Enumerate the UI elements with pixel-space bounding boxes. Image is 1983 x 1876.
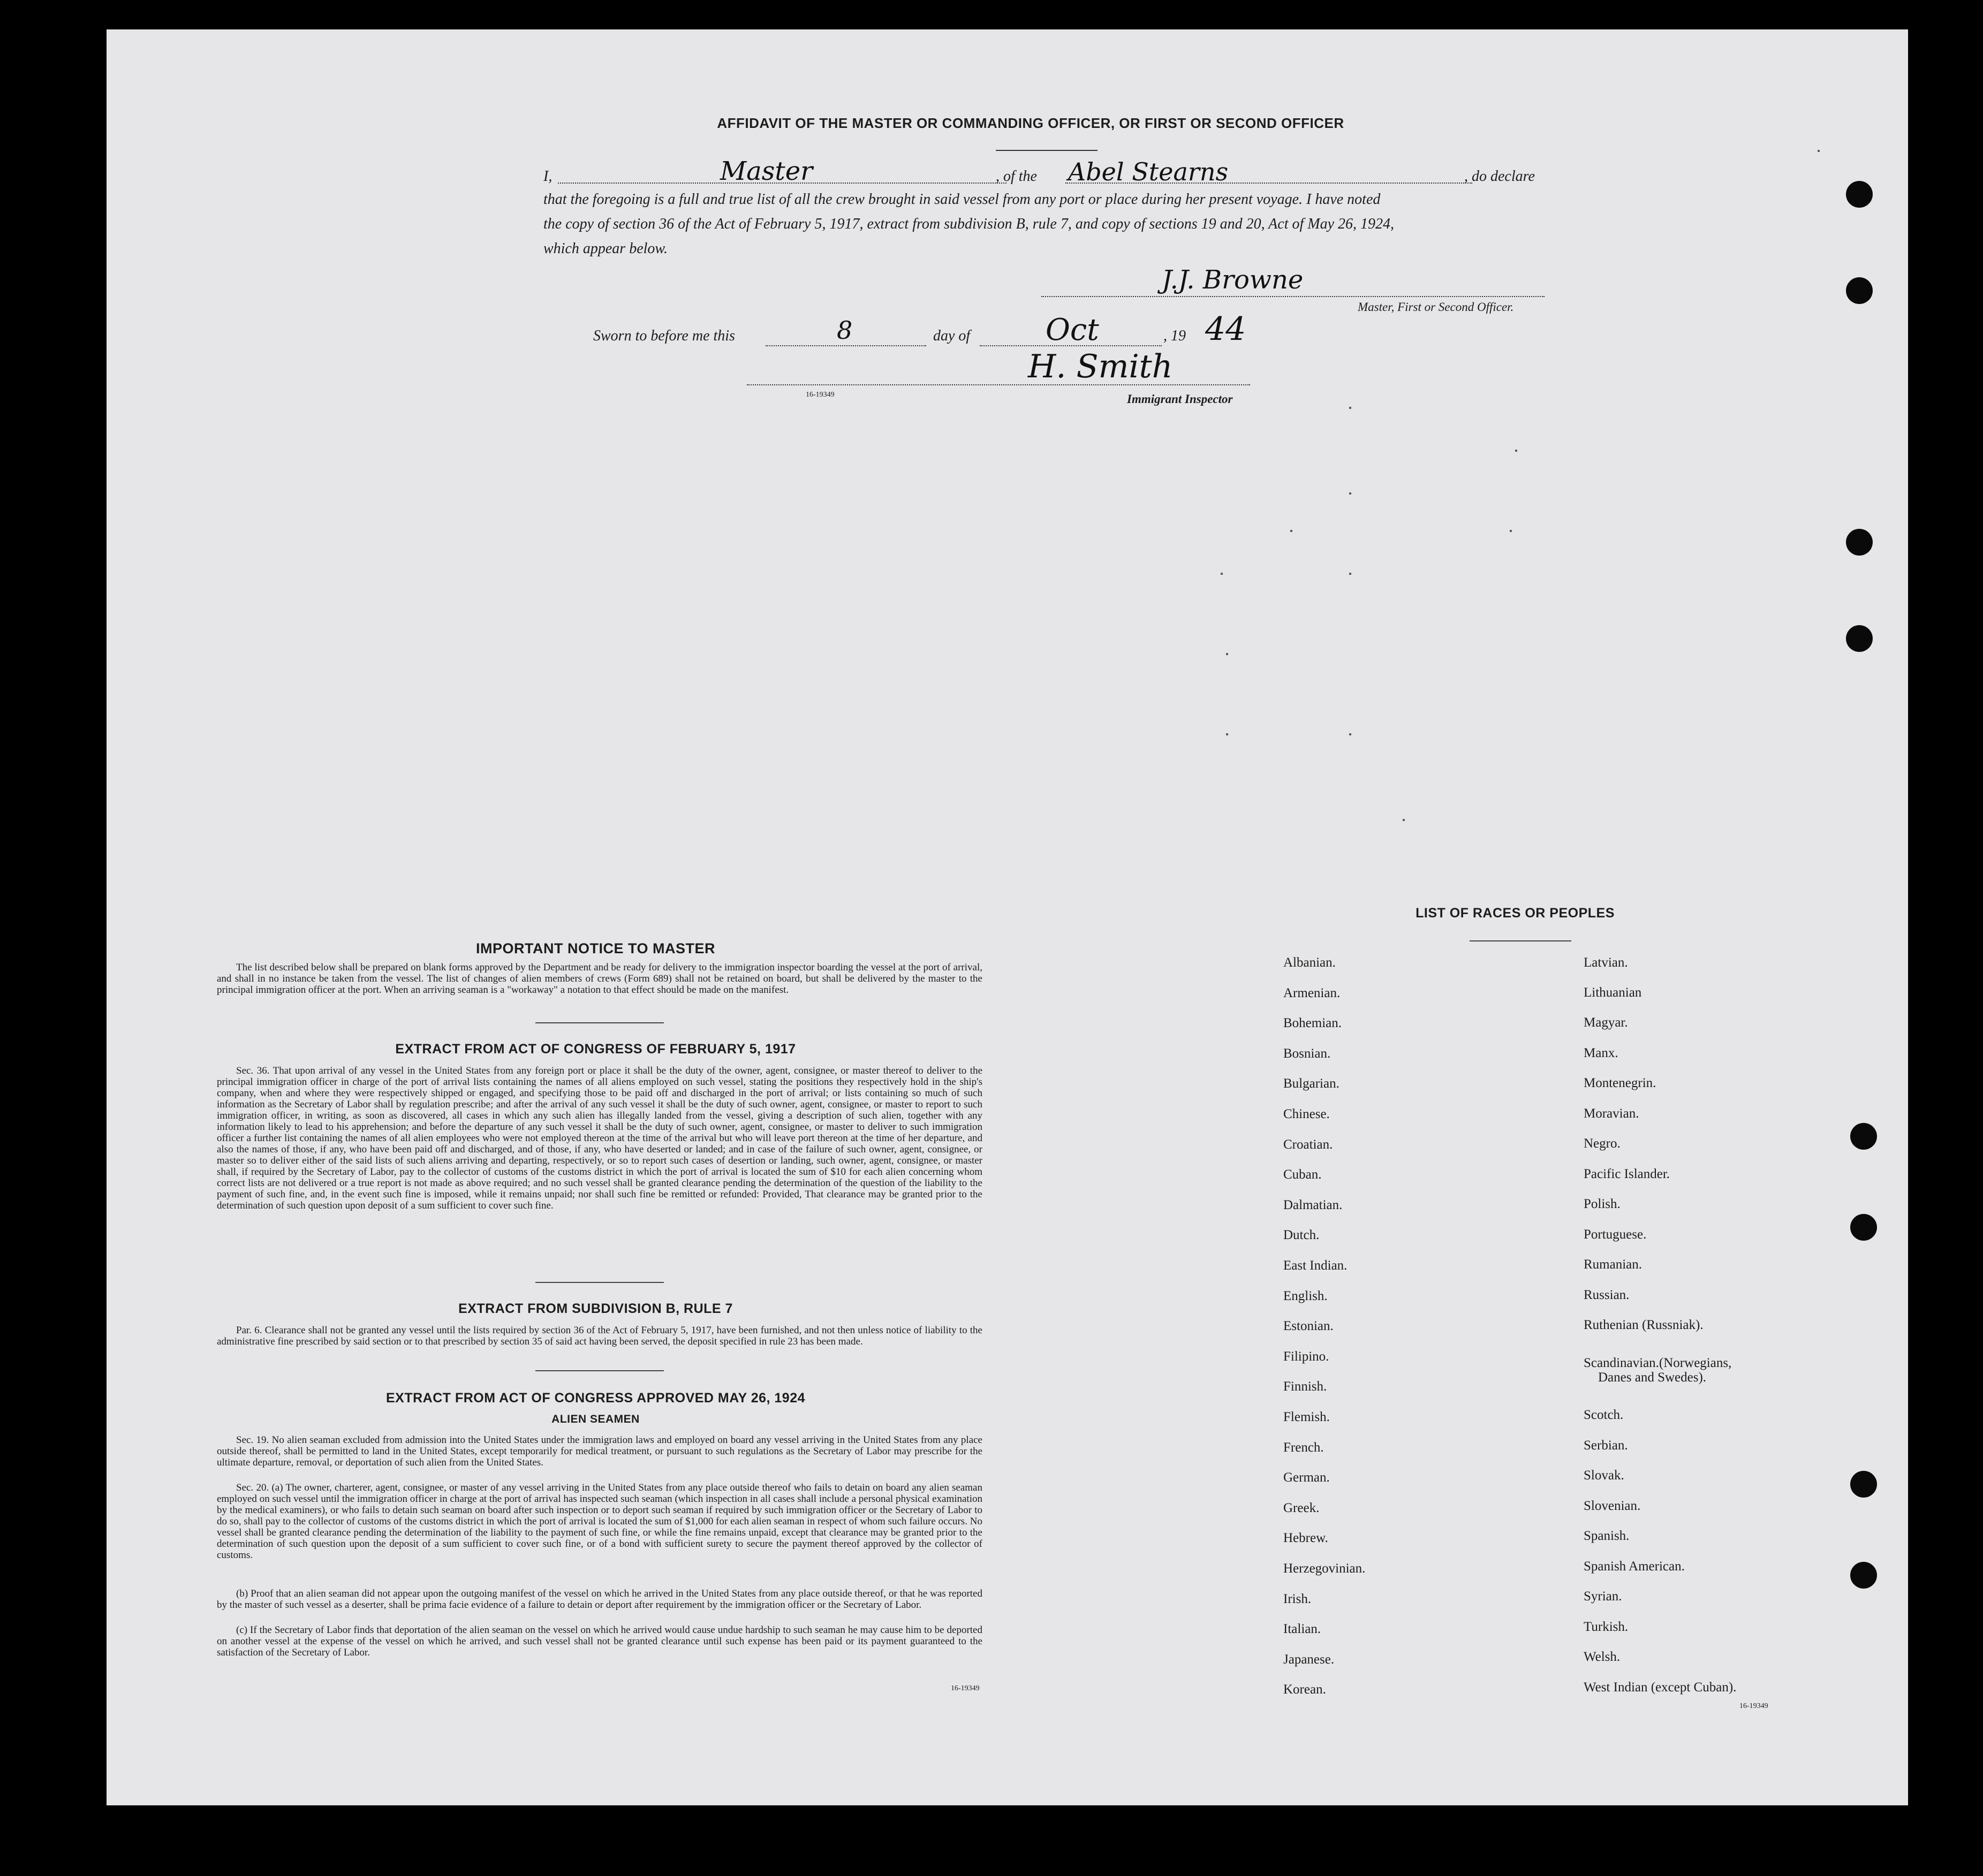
race-item: Spanish American. bbox=[1584, 1559, 1685, 1574]
sec20c-body: (c) If the Secretary of Labor finds that deportation of the alien seaman on the vessel on which he arrived would cause undue hardship to such seaman he may cause him to be deported on another vessel at the expense of the vessel on which he arrived, and such vessel shall not be granted clearance until such expense has been paid or its payment guaranteed to the satisfaction of the Secretary of Labor. bbox=[217, 1624, 982, 1658]
punch-hole-icon bbox=[1846, 625, 1873, 652]
year-prefix: , 19 bbox=[1163, 328, 1186, 344]
race-item: Japanese. bbox=[1283, 1652, 1335, 1667]
sec20b-body: (b) Proof that an alien seaman did not appear upon the outgoing manifest of the vessel on which he arrived in the United States from any place outside thereof, or that he was reported by the master of such vessel as a deserter, shall be prima facie evidence of a failure to detain or deport after requirement by the immigration officer or the Secretary of Labor. bbox=[217, 1588, 982, 1611]
race-item: Irish. bbox=[1283, 1591, 1312, 1606]
race-item: Bohemian. bbox=[1283, 1016, 1342, 1031]
race-item: Italian. bbox=[1283, 1622, 1321, 1637]
race-item: Moravian. bbox=[1584, 1106, 1639, 1121]
race-item: Filipino. bbox=[1283, 1349, 1329, 1364]
race-item: Pacific Islander. bbox=[1584, 1167, 1670, 1181]
act-1917-body: Sec. 36. That upon arrival of any vessel in the United States from any foreign port or place it shall be the duty of the owner, agent, consignee, or master thereof to deliver to the principal immigration officer in charge of the port of arrival lists containing the names of all aliens employed on such vessel, stating the positions they respectively hold in the ship's company, when and where they were respectively shipped or engaged, and specifying those to be paid off and discharged in the port of arrival; or lists containing so much of such information as the Secretary of Labor shall by regulation prescribe; and after the arrival of any such vessel it shall be the duty of such owner, agent, consignee, or master to report to such immigration officer, in writing, as soon as discovered, all cases in which any such alien has illegally landed from the vessel, giving a description of such alien, together with any information likely to lead to his apprehension; and before the departure of any such vessel it shall be the duty of such owner, agent, consignee, or master to deliver to such immigration officer a further list containing the names of all alien employees who were not employed thereon at the time of the arrival but who will leave port thereon at the time of her departure, and also the names of those, if any, who have been paid off and discharged, and of those, if any, who have deserted or landed; and in case of the failure of such owner, agent, consignee, or master so to deliver either of the said lists of such aliens arriving and departing, respectively, or so to report such cases of desertion or landing, such owner, agent, consignee, or master shall, if required by the Secretary of Labor, pay to the collector of customs of the customs district in which the port of arrival is located the sum of $10 for each alien concerning whom correct lists are not delivered or a true report is not made as above required; and no such vessel shall be granted clearance pending the determination of the question of the liability to the payment of such fine, and, in the event such fine is imposed, while it remains unpaid; nor shall such fine be remitted or refunded: Provided, That clearance may be granted prior to the determination of such question upon deposit of a sum sufficient to cover such fine. bbox=[217, 1065, 982, 1211]
race-item: Croatian. bbox=[1283, 1137, 1333, 1152]
race-item: Scotch. bbox=[1584, 1408, 1624, 1422]
punch-hole-icon bbox=[1846, 529, 1873, 556]
act-1924-subtitle: ALIEN SEAMEN bbox=[551, 1413, 640, 1425]
race-item: Bulgarian. bbox=[1283, 1076, 1339, 1091]
punch-hole-icon bbox=[1846, 181, 1873, 208]
notice-title: IMPORTANT NOTICE TO MASTER bbox=[476, 940, 715, 956]
declaration-line-1: that the foregoing is a full and true list of all the crew brought in said vessel from any port or place during her present voyage. I have noted bbox=[543, 191, 1381, 208]
affidavit-title: AFFIDAVIT OF THE MASTER OR COMMANDING OFFICER, OR FIRST OR SECOND OFFICER bbox=[717, 115, 1344, 131]
race-item: Albanian. bbox=[1283, 955, 1336, 970]
punch-hole-icon bbox=[1850, 1214, 1877, 1241]
race-item: Finnish. bbox=[1283, 1379, 1327, 1394]
race-item: Magyar. bbox=[1584, 1015, 1628, 1030]
notice-body: The list described below shall be prepared on blank forms approved by the Department and be ready for delivery to the immigration inspector boarding the vessel at the port of arrival, and shall in no instance be taken from the vessel. The list of changes of alien members of crews (Form 689) shall not be retained on board, but shall be delivered by the master to the principal immigration officer at the port. When an arriving seaman is a "workaway" a notation to that effect should be made on the manifest. bbox=[217, 962, 982, 996]
notice-form-number: 16-19349 bbox=[951, 1684, 980, 1692]
race-item: Spanish. bbox=[1584, 1529, 1630, 1543]
race-item: Dutch. bbox=[1283, 1228, 1320, 1243]
race-item: Chinese. bbox=[1283, 1107, 1330, 1121]
act-1917-title: EXTRACT FROM ACT OF CONGRESS OF FEBRUARY 5, 1917 bbox=[395, 1042, 796, 1057]
do-declare-label: , do declare bbox=[1464, 168, 1535, 185]
vessel-name-field: Abel Stearns bbox=[1068, 157, 1229, 186]
race-item: East Indian. bbox=[1283, 1258, 1348, 1273]
punch-hole-icon bbox=[1850, 1471, 1877, 1498]
day-of-label: day of bbox=[933, 328, 971, 344]
rule7-title: EXTRACT FROM SUBDIVISION B, RULE 7 bbox=[458, 1301, 733, 1316]
declaration-line-2: the copy of section 36 of the Act of February 5, 1917, extract from subdivision B, rule 7, and copy of sections 19 and 20, Act of May 26, 1924, bbox=[543, 216, 1395, 232]
name-field: Master bbox=[720, 156, 813, 186]
race-item: Montenegrin. bbox=[1584, 1076, 1656, 1090]
race-item: Portuguese. bbox=[1584, 1227, 1647, 1242]
race-item: Korean. bbox=[1283, 1682, 1326, 1697]
race-item: Flemish. bbox=[1283, 1410, 1330, 1424]
race-item: West Indian (except Cuban). bbox=[1584, 1680, 1737, 1695]
month-field: Oct bbox=[1046, 313, 1099, 347]
sec19-body: Sec. 19. No alien seaman excluded from admission into the United States under the immigration laws and employed on board any vessel arriving in the United States from any place outside thereof, shall be permitted to land in the United States, except temporarily for medical treatment, or pursuant to such regulations as the Secretary of Labor may prescribe for the ultimate departure, removal, or deportation of such alien from the United States. bbox=[217, 1434, 982, 1468]
rule7-body: Par. 6. Clearance shall not be granted any vessel until the lists required by section 36 of the Act of February 5, 1917, have been furnished, and not then unless notice of liability to the administrative fine prescribed by said section or to that prescribed by section 35 of said act having been served, the deposit specified in rule 23 has been made. bbox=[217, 1325, 982, 1347]
race-item: Lithuanian bbox=[1584, 985, 1642, 1000]
signature-caption: Master, First or Second Officer. bbox=[1358, 300, 1514, 314]
race-item: Russian. bbox=[1584, 1288, 1630, 1302]
sworn-label: Sworn to before me this bbox=[593, 328, 735, 344]
punch-hole-icon bbox=[1850, 1123, 1877, 1150]
punch-hole-icon bbox=[1846, 277, 1873, 304]
race-item: Welsh. bbox=[1584, 1650, 1621, 1664]
affidavit-form-number: 16-19349 bbox=[806, 391, 835, 399]
inspector-caption: Immigrant Inspector bbox=[1127, 392, 1233, 406]
race-item: Cuban. bbox=[1283, 1167, 1322, 1182]
race-item: Syrian. bbox=[1584, 1589, 1622, 1604]
race-item: Herzegovinian. bbox=[1283, 1561, 1366, 1576]
of-the-label: , of the bbox=[996, 168, 1037, 185]
master-signature: J.J. Browne bbox=[1162, 265, 1304, 295]
races-form-number: 16-19349 bbox=[1739, 1702, 1768, 1710]
race-item: Bosnian. bbox=[1283, 1046, 1331, 1061]
sec20a-body: Sec. 20. (a) The owner, charterer, agent, consignee, or master of any vessel arriving in the United States from any place outside thereof who fails to detain on board any alien seaman employed on such vessel until the immigration officer in charge at the port of arrival has inspected such seaman (which inspection in all cases shall include a personal physical examination by the medical examiners), or who fails to detain such seaman on board after such inspection or to deport such seaman if required by such immigration officer or the Secretary of Labor to do so, shall pay to the collector of customs of the customs district in which the port of arrival is located the sum of $1,000 for each alien seaman in respect of whom such failure occurs. No vessel shall be granted clearance pending the determination of the liability to the payment of such fine, or while the fine remains unpaid, except that clearance may be granted prior to the determination of such question upon the deposit of a sum sufficient to cover such fine, or of a bond with sufficient surety to secure the payment thereof approved by the collector of customs. bbox=[217, 1482, 982, 1561]
race-item: Dalmatian. bbox=[1283, 1197, 1343, 1212]
race-item: Ruthenian (Russniak). bbox=[1584, 1318, 1704, 1332]
race-item: Negro. bbox=[1584, 1136, 1621, 1151]
declaration-line-3: which appear below. bbox=[543, 240, 668, 257]
race-item: English. bbox=[1283, 1288, 1328, 1303]
race-item: Turkish. bbox=[1584, 1620, 1629, 1634]
year-field: 44 bbox=[1205, 310, 1246, 348]
race-item: Estonian. bbox=[1283, 1319, 1334, 1334]
race-item: German. bbox=[1283, 1470, 1330, 1485]
races-title: LIST OF RACES OR PEOPLES bbox=[1416, 906, 1615, 921]
inspector-signature: H. Smith bbox=[1028, 348, 1173, 385]
race-item: Slovak. bbox=[1584, 1468, 1624, 1483]
act-1924-title: EXTRACT FROM ACT OF CONGRESS APPROVED MAY 26, 1924 bbox=[385, 1391, 806, 1406]
race-item: Greek. bbox=[1283, 1500, 1320, 1515]
race-item: Rumanian. bbox=[1584, 1257, 1643, 1272]
punch-hole-icon bbox=[1850, 1562, 1877, 1589]
race-item: Scandinavian.(Norwegians, bbox=[1584, 1356, 1732, 1370]
race-item: Polish. bbox=[1584, 1197, 1621, 1211]
sworn-line bbox=[593, 310, 1289, 348]
race-item: Manx. bbox=[1584, 1046, 1618, 1060]
race-item: Danes and Swedes). bbox=[1598, 1370, 1707, 1385]
race-item: Serbian. bbox=[1584, 1438, 1628, 1453]
race-item: Hebrew. bbox=[1283, 1531, 1328, 1546]
race-item: Latvian. bbox=[1584, 955, 1628, 970]
race-item: Slovenian. bbox=[1584, 1499, 1641, 1513]
day-field: 8 bbox=[837, 316, 853, 345]
race-item: Armenian. bbox=[1283, 985, 1341, 1000]
i-label: I, bbox=[543, 168, 552, 185]
race-item: French. bbox=[1283, 1440, 1324, 1455]
